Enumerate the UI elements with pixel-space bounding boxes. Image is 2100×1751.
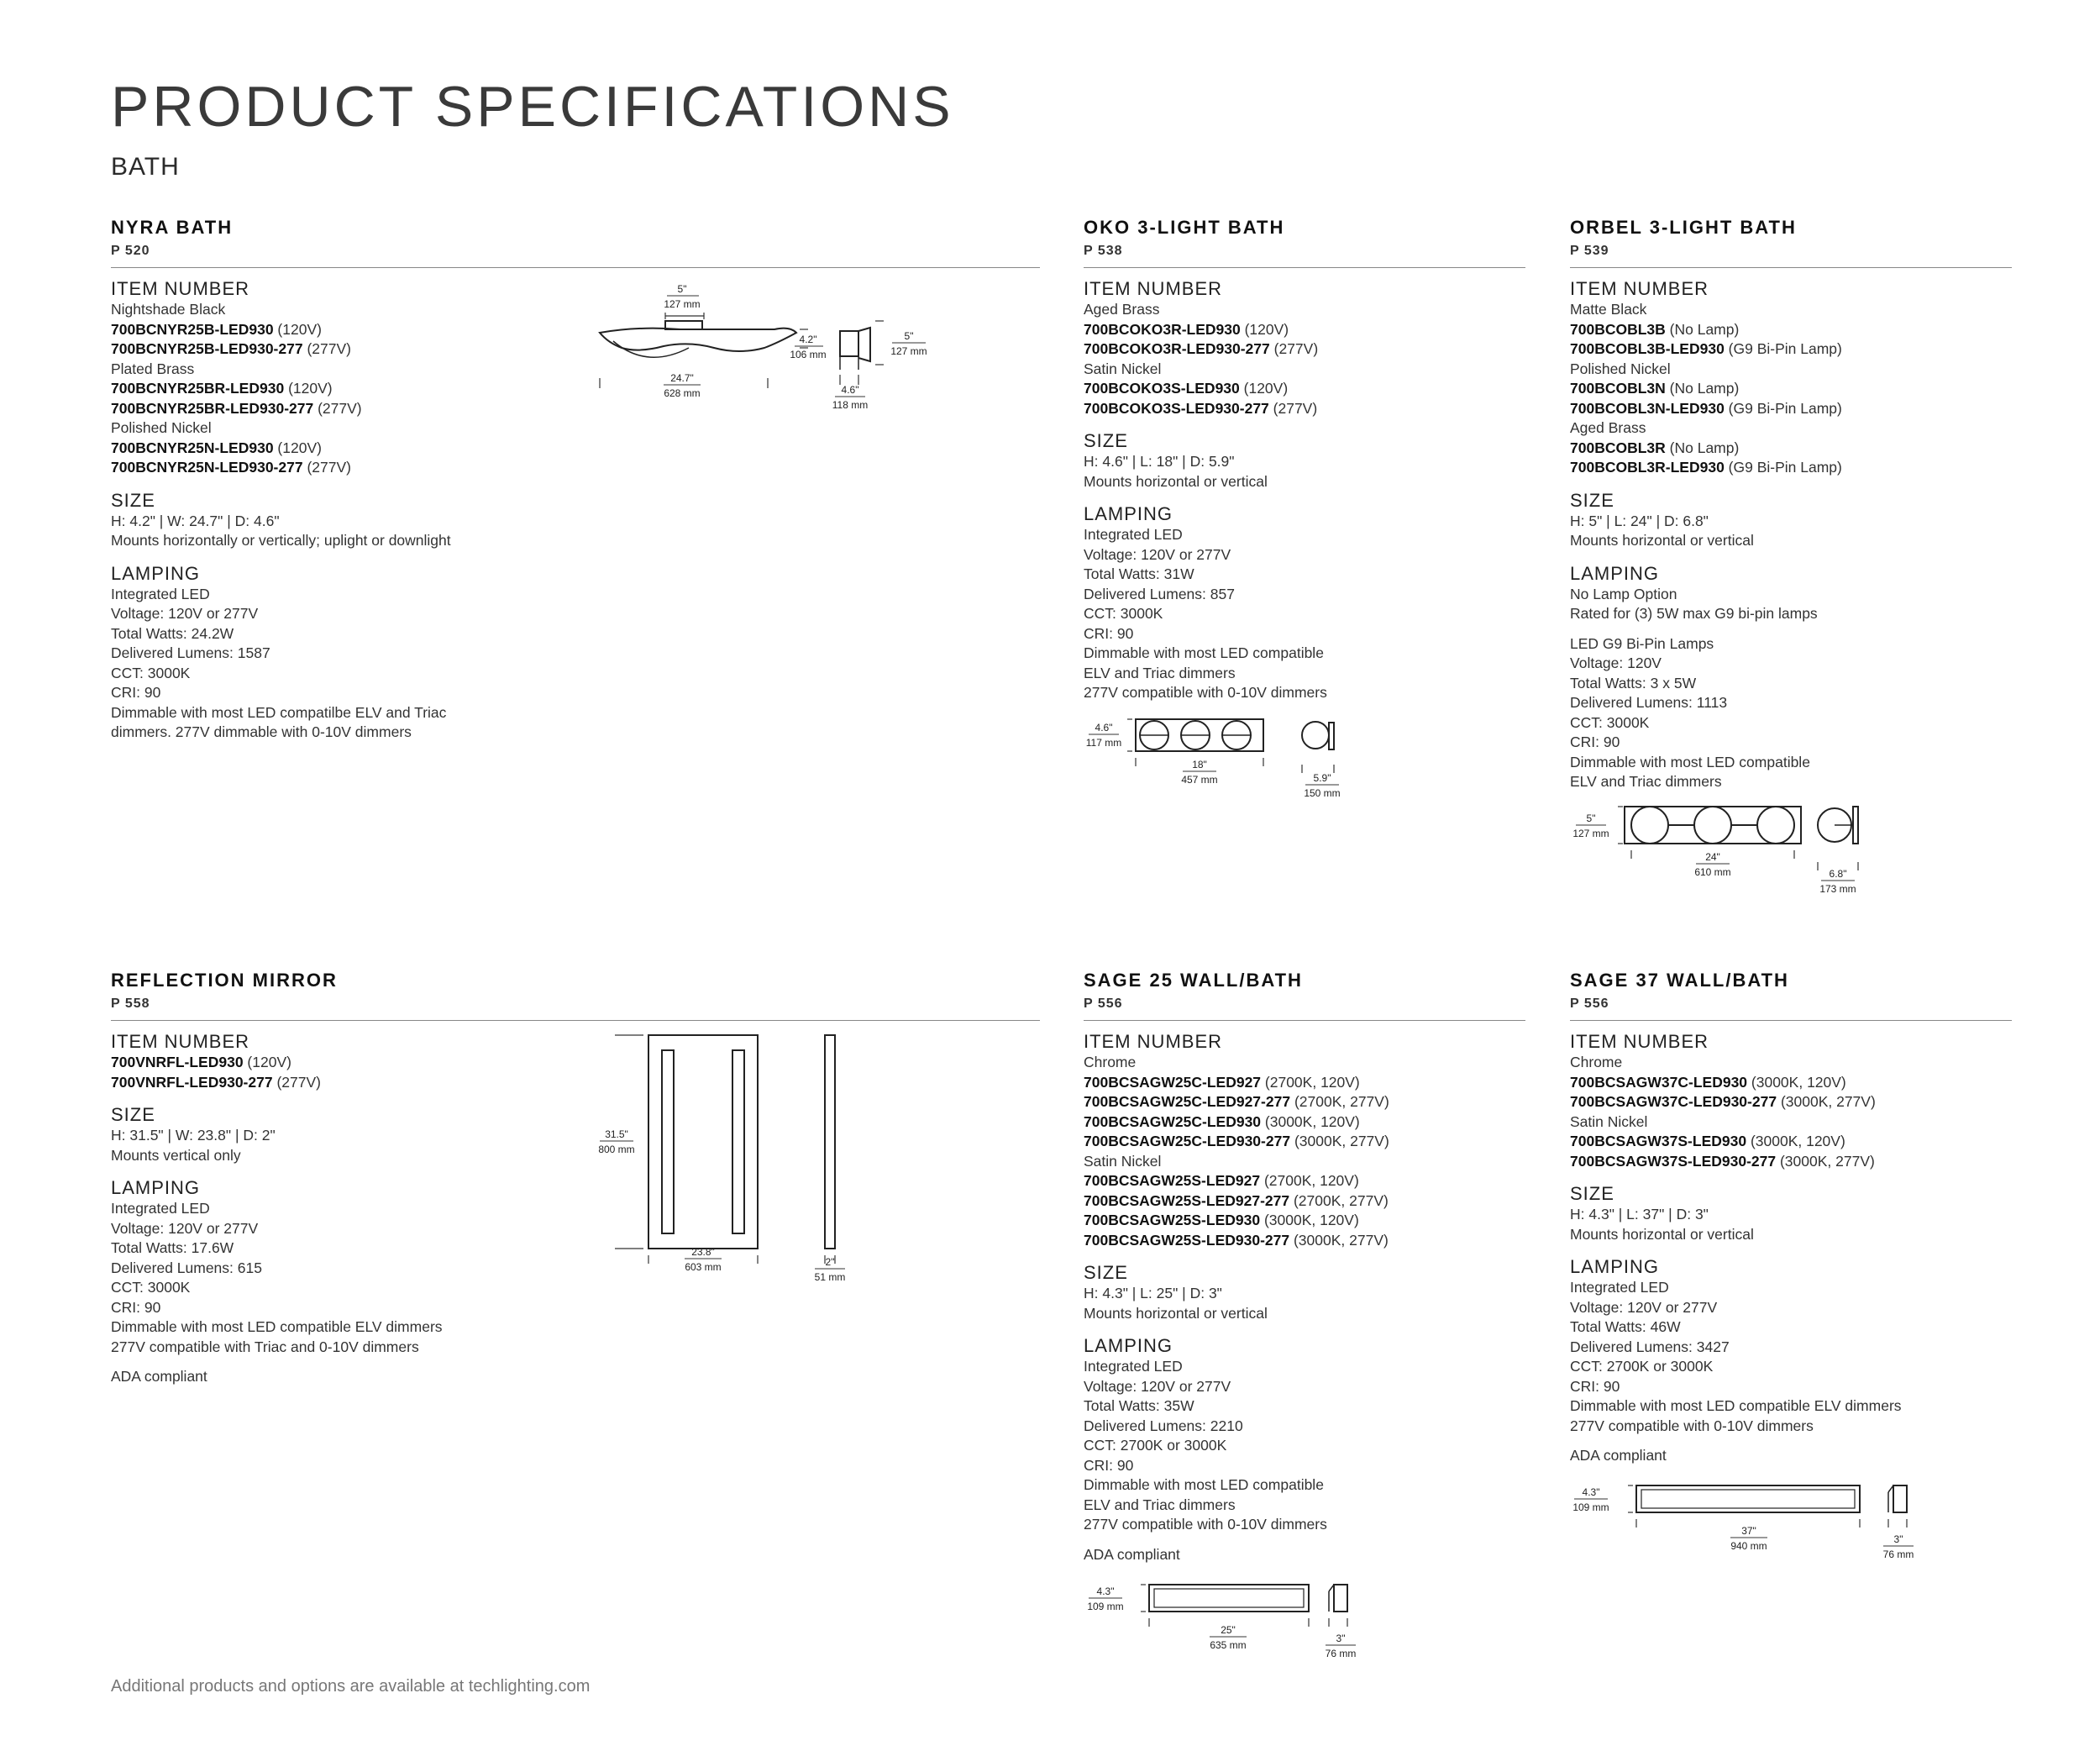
- lamping-heading: LAMPING: [1570, 562, 1660, 584]
- finish-label: Plated Brass: [111, 360, 195, 377]
- sku-note: (120V): [1240, 320, 1289, 338]
- lamping-heading: LAMPING: [1084, 503, 1173, 524]
- sku-row: [111, 458, 1040, 478]
- sku-row: [1570, 1152, 2012, 1172]
- sku-row: [1084, 1191, 1525, 1212]
- lamping-line: ELV and Triac dimmers: [1570, 773, 1722, 790]
- sku-note: (120V): [1239, 380, 1289, 397]
- lamping-line: 277V compatible with 0-10V dimmers: [1084, 684, 1327, 701]
- sku-note: (3000K, 120V): [1747, 1073, 1846, 1091]
- product-card-reflection: [111, 970, 1040, 1387]
- sku-code: 700VNRFL-LED930: [111, 1054, 244, 1070]
- item-number-heading: ITEM NUMBER: [1570, 278, 1709, 299]
- size-line: Mounts horizontal or vertical: [1570, 1225, 1754, 1243]
- sku-code: 700VNRFL-LED930-277: [111, 1073, 273, 1091]
- sage37-dim-h-mm: 109 mm: [1572, 1501, 1609, 1513]
- lamping-line: Dimmable with most LED compatible: [1084, 1476, 1324, 1493]
- lamping-line: Integrated LED: [111, 1200, 210, 1217]
- sku-note: (120V): [243, 1054, 291, 1070]
- sku-note: (277V): [272, 1073, 321, 1091]
- sku-code: 700BCOBL3B-LED930: [1570, 340, 1725, 357]
- sku-code: 700BCSAGW25S-LED930-277: [1084, 1231, 1290, 1249]
- sage37-dim-l-in: 37": [1741, 1525, 1756, 1537]
- lamping-line: Voltage: 120V or 277V: [1084, 545, 1231, 563]
- product-title: REFLECTION MIRROR: [111, 970, 338, 991]
- sku-row: [1084, 1231, 1525, 1251]
- sku-row: [1570, 379, 2012, 399]
- nyra-dim-d-in: 4.6": [841, 384, 859, 396]
- sku-code: 700BCOBL3R-LED930: [1570, 459, 1725, 476]
- reflection-dim-d-mm: 51 mm: [814, 1271, 846, 1283]
- sku-code: 700BCNYR25B-LED930-277: [111, 340, 303, 357]
- item-number-heading: ITEM NUMBER: [1084, 1031, 1222, 1052]
- lamping-line: Dimmable with most LED compatible ELV dimmers: [1570, 1397, 1902, 1414]
- sku-note: (277V): [1268, 399, 1318, 417]
- size-line: H: 4.2" | W: 24.7" | D: 4.6": [111, 512, 280, 529]
- lamping-line: ELV and Triac dimmers: [1084, 664, 1236, 681]
- lamping-line: ELV and Triac dimmers: [1084, 1496, 1236, 1513]
- size-line: H: 5" | L: 24" | D: 6.8": [1570, 512, 1709, 529]
- section-divider: [1570, 1020, 2012, 1021]
- oko-dim-h-mm: 117 mm: [1085, 737, 1122, 749]
- lamping-line: Total Watts: 24.2W: [111, 624, 234, 642]
- lamping-line: CCT: 3000K: [111, 664, 191, 681]
- sku-note: (2700K, 120V): [1260, 1172, 1359, 1189]
- lamping-line: Rated for (3) 5W max G9 bi-pin lamps: [1570, 605, 1818, 622]
- lamping-line: CCT: 3000K: [1084, 605, 1163, 622]
- sage25-dim-d-in: 3": [1336, 1633, 1346, 1644]
- lamping-line: Dimmable with most LED compatible ELV dimmers: [111, 1318, 443, 1335]
- sku-note: (2700K, 277V): [1290, 1093, 1389, 1110]
- sku-code: 700BCSAGW25C-LED927-277: [1084, 1093, 1291, 1110]
- sku-note: (3000K, 277V): [1776, 1152, 1875, 1170]
- size-line: H: 4.3" | L: 37" | D: 3": [1570, 1206, 1709, 1223]
- size-heading: SIZE: [1084, 430, 1128, 451]
- sku-row: [1570, 399, 2012, 419]
- lamping-line: Delivered Lumens: 615: [111, 1259, 262, 1276]
- sku-row: [1084, 339, 1525, 360]
- sku-row: [1570, 320, 2012, 340]
- lamping-line: Delivered Lumens: 1113: [1570, 694, 1728, 711]
- page-subtitle: BATH: [111, 153, 180, 181]
- product-title: SAGE 25 WALL/BATH: [1084, 970, 1303, 991]
- orbel-dim-l-mm: 610 mm: [1694, 866, 1731, 878]
- sku-code: 700BCOKO3R-LED930: [1084, 320, 1241, 338]
- lamping-line: Total Watts: 17.6W: [111, 1239, 234, 1256]
- sku-code: 700BCSAGW25S-LED927-277: [1084, 1191, 1290, 1209]
- product-page-ref: P 539: [1570, 244, 1609, 258]
- product-page-ref: P 520: [111, 244, 150, 258]
- lamping-line: CRI: 90: [1084, 624, 1134, 642]
- sku-code: 700BCNYR25N-LED930: [111, 439, 274, 456]
- lamping-heading: LAMPING: [111, 562, 201, 584]
- lamping-line: CCT: 3000K: [111, 1279, 191, 1296]
- product-page-ref: P 556: [1084, 996, 1123, 1011]
- lamping-line: CCT: 2700K or 3000K: [1570, 1358, 1714, 1375]
- product-card-sage37: [1570, 970, 2012, 1466]
- lamping-heading: LAMPING: [1570, 1256, 1660, 1277]
- lamping-line: LED G9 Bi-Pin Lamps: [1570, 634, 1714, 652]
- sku-code: 700BCOBL3B: [1570, 320, 1666, 338]
- sku-row: [1084, 1112, 1525, 1133]
- size-line: Mounts horizontally or vertically; uplight or downlight: [111, 532, 451, 549]
- finish-label: Aged Brass: [1570, 419, 1646, 436]
- size-heading: SIZE: [1570, 489, 1614, 511]
- sku-row: [1570, 458, 2012, 478]
- reflection-dim-w-mm: 603 mm: [685, 1261, 722, 1273]
- sage25-dim-h-in: 4.3": [1096, 1585, 1115, 1597]
- lamping-line: Voltage: 120V or 277V: [1084, 1377, 1231, 1395]
- finish-label: Aged Brass: [1084, 301, 1160, 318]
- sku-row: [1084, 399, 1525, 419]
- oko-dim-l-mm: 457 mm: [1181, 774, 1218, 786]
- product-card-orbel: [1570, 217, 2012, 792]
- sku-row: [111, 1053, 1040, 1073]
- sku-row: [1084, 1073, 1525, 1093]
- sku-note: (No Lamp): [1665, 380, 1740, 397]
- nyra-dim-d-mm: 118 mm: [832, 399, 869, 411]
- product-page-ref: P 558: [111, 996, 150, 1011]
- product-title: SAGE 37 WALL/BATH: [1570, 970, 1789, 991]
- sku-note: (3000K, 277V): [1289, 1231, 1389, 1249]
- reflection-dim-d-in: 2": [825, 1256, 835, 1268]
- lamping-line: CRI: 90: [1570, 734, 1620, 750]
- sku-note: (G9 Bi-Pin Lamp): [1724, 459, 1842, 476]
- item-number-heading: ITEM NUMBER: [111, 278, 249, 299]
- ada-compliant-note: ADA compliant: [1570, 1447, 1667, 1464]
- section-divider: [1084, 267, 1525, 268]
- sku-note: (No Lamp): [1665, 439, 1740, 456]
- lamping-line: CRI: 90: [1570, 1377, 1620, 1395]
- spacer: [1570, 624, 2012, 634]
- orbel-dim-d-mm: 173 mm: [1819, 883, 1856, 895]
- sku-code: 700BCSAGW37C-LED930-277: [1570, 1093, 1777, 1110]
- sku-code: 700BCOBL3N-LED930: [1570, 399, 1725, 417]
- lamping-line: Voltage: 120V: [1570, 655, 1662, 671]
- sku-note: (2700K, 277V): [1289, 1191, 1389, 1209]
- sage37-dim-l-mm: 940 mm: [1730, 1540, 1767, 1552]
- sku-row: [1570, 439, 2012, 459]
- lamping-line: Dimmable with most LED compatible: [1084, 644, 1324, 661]
- sku-row: [1570, 1073, 2012, 1093]
- lamping-line: CCT: 3000K: [1570, 713, 1650, 731]
- spacer: [1084, 1535, 1525, 1545]
- lamping-line: Integrated LED: [111, 585, 210, 602]
- orbel-dim-h-mm: 127 mm: [1572, 828, 1609, 839]
- lamping-line: Delivered Lumens: 1587: [111, 644, 270, 661]
- spacer: [111, 1357, 1040, 1367]
- sku-code: 700BCSAGW25C-LED930-277: [1084, 1133, 1291, 1149]
- orbel-dim-h-in: 5": [1586, 812, 1596, 824]
- sage25-dim-l-in: 25": [1221, 1624, 1236, 1636]
- sku-note: (2700K, 120V): [1261, 1073, 1360, 1091]
- section-divider: [1570, 267, 2012, 268]
- product-card-sage25: [1084, 970, 1525, 1564]
- sku-row: [1570, 339, 2012, 360]
- sku-code: 700BCNYR25B-LED930: [111, 320, 274, 338]
- size-line: Mounts vertical only: [111, 1146, 241, 1164]
- product-title: OKO 3-LIGHT BATH: [1084, 217, 1285, 238]
- sage25-dim-d-mm: 76 mm: [1325, 1648, 1357, 1659]
- lamping-line: Total Watts: 3 x 5W: [1570, 674, 1697, 691]
- sku-note: (277V): [302, 340, 351, 357]
- sku-row: [1084, 1211, 1525, 1231]
- size-heading: SIZE: [1570, 1183, 1614, 1204]
- lamping-line: Integrated LED: [1570, 1279, 1669, 1296]
- sku-code: 700BCNYR25N-LED930-277: [111, 459, 303, 476]
- sage37-dimension-drawing: [1564, 1479, 1917, 1575]
- finish-label: Polished Nickel: [1570, 360, 1671, 377]
- item-number-heading: ITEM NUMBER: [1570, 1031, 1709, 1052]
- sku-code: 700BCOKO3S-LED930-277: [1084, 399, 1269, 417]
- lamping-line: CRI: 90: [111, 684, 161, 701]
- sku-code: 700BCSAGW37C-LED930: [1570, 1073, 1748, 1091]
- sku-code: 700BCOBL3R: [1570, 439, 1666, 456]
- section-divider: [1084, 1020, 1525, 1021]
- lamping-line: 277V compatible with 0-10V dimmers: [1084, 1516, 1327, 1533]
- product-page-ref: P 556: [1570, 996, 1609, 1011]
- finish-label: Nightshade Black: [111, 301, 226, 318]
- lamping-heading: LAMPING: [1084, 1335, 1173, 1356]
- item-number-heading: ITEM NUMBER: [111, 1031, 249, 1052]
- sku-row: [1084, 320, 1525, 340]
- sage25-dim-h-mm: 109 mm: [1087, 1601, 1124, 1612]
- finish-label: Polished Nickel: [111, 419, 212, 436]
- lamping-line: Voltage: 120V or 277V: [111, 605, 259, 622]
- ada-compliant-note: ADA compliant: [111, 1368, 207, 1385]
- sku-note: (3000K, 277V): [1290, 1133, 1389, 1149]
- footer-note: Additional products and options are available at techlighting.com: [111, 1677, 591, 1696]
- product-title: NYRA BATH: [111, 217, 234, 238]
- finish-label: Chrome: [1570, 1054, 1623, 1070]
- finish-label: Satin Nickel: [1084, 1152, 1162, 1170]
- lamping-line: Voltage: 120V or 277V: [1570, 1298, 1718, 1316]
- size-line: Mounts horizontal or vertical: [1570, 532, 1754, 549]
- orbel-dimension-drawing: [1566, 802, 1885, 907]
- lamping-line: Delivered Lumens: 3427: [1570, 1338, 1730, 1355]
- product-page-ref: P 538: [1084, 244, 1123, 258]
- nyra-dim-top-mm: 127 mm: [664, 298, 701, 310]
- lamping-line: Integrated LED: [1084, 1358, 1183, 1375]
- nyra-dim-side-mm: 127 mm: [890, 345, 927, 357]
- section-divider: [111, 267, 1040, 268]
- sku-note: (G9 Bi-Pin Lamp): [1724, 399, 1842, 417]
- sku-code: 700BCSAGW25S-LED927: [1084, 1172, 1261, 1189]
- sku-code: 700BCSAGW25C-LED927: [1084, 1073, 1262, 1091]
- sku-row: [1570, 1092, 2012, 1112]
- nyra-dim-h-in: 4.2": [799, 334, 817, 345]
- page-title: PRODUCT SPECIFICATIONS: [111, 75, 954, 139]
- sage37-dim-h-in: 4.3": [1582, 1486, 1600, 1498]
- reflection-dim-w-in: 23.8": [691, 1246, 715, 1258]
- size-heading: SIZE: [111, 1104, 155, 1125]
- sage25-dimension-drawing: [1079, 1580, 1381, 1676]
- lamping-line: No Lamp Option: [1570, 585, 1677, 602]
- lamping-heading: LAMPING: [111, 1177, 201, 1198]
- oko-dim-h-in: 4.6": [1095, 722, 1113, 734]
- sku-code: 700BCSAGW25C-LED930: [1084, 1112, 1262, 1130]
- sku-row: [1570, 1132, 2012, 1152]
- oko-dim-l-in: 18": [1192, 759, 1207, 770]
- reflection-dimension-drawing: [588, 1027, 874, 1300]
- sku-note: (G9 Bi-Pin Lamp): [1724, 340, 1842, 357]
- section-divider: [111, 1020, 1040, 1021]
- sku-note: (No Lamp): [1665, 320, 1740, 338]
- sku-code: 700BCNYR25BR-LED930-277: [111, 399, 314, 417]
- size-line: H: 4.6" | L: 18" | D: 5.9": [1084, 453, 1235, 470]
- sku-note: (3000K, 120V): [1261, 1112, 1360, 1130]
- nyra-dim-h-mm: 106 mm: [790, 349, 827, 360]
- orbel-dim-d-in: 6.8": [1829, 868, 1847, 880]
- oko-dim-d-mm: 150 mm: [1304, 787, 1341, 799]
- nyra-dim-top-in: 5": [677, 283, 687, 295]
- lamping-line: Total Watts: 46W: [1570, 1318, 1681, 1335]
- product-title: ORBEL 3-LIGHT BATH: [1570, 217, 1797, 238]
- lamping-line: Total Watts: 31W: [1084, 565, 1194, 582]
- sku-row: [111, 1073, 1040, 1093]
- orbel-dim-l-in: 24": [1705, 851, 1720, 863]
- lamping-line: Delivered Lumens: 2210: [1084, 1417, 1243, 1434]
- sku-code: 700BCOBL3N: [1570, 380, 1666, 397]
- product-card-oko: [1084, 217, 1525, 703]
- sage37-dim-d-in: 3": [1893, 1533, 1903, 1545]
- nyra-dim-w-in: 24.7": [670, 372, 694, 384]
- sku-code: 700BCSAGW37S-LED930-277: [1570, 1152, 1777, 1170]
- lamping-line: CCT: 2700K or 3000K: [1084, 1437, 1227, 1454]
- sage37-dim-d-mm: 76 mm: [1882, 1549, 1914, 1560]
- lamping-line: dimmers. 277V dimmable with 0-10V dimmers: [111, 723, 412, 740]
- size-line: Mounts horizontal or vertical: [1084, 472, 1268, 490]
- sku-row: [1084, 1132, 1525, 1152]
- finish-label: Satin Nickel: [1084, 360, 1162, 377]
- sku-code: 700BCSAGW25S-LED930: [1084, 1212, 1261, 1228]
- sku-note: (3000K, 120V): [1260, 1212, 1359, 1228]
- oko-dimension-drawing: [1080, 711, 1383, 807]
- lamping-line: Voltage: 120V or 277V: [111, 1219, 259, 1237]
- sku-note: (277V): [302, 459, 351, 476]
- lamping-line: Delivered Lumens: 857: [1084, 585, 1235, 602]
- nyra-dim-side-in: 5": [904, 330, 914, 342]
- sku-row: [1084, 379, 1525, 399]
- size-line: H: 4.3" | L: 25" | D: 3": [1084, 1285, 1222, 1301]
- nyra-dim-w-mm: 628 mm: [664, 387, 701, 399]
- sku-row: [1084, 1092, 1525, 1112]
- sku-note: (120V): [273, 320, 322, 338]
- size-line: Mounts horizontal or vertical: [1084, 1304, 1268, 1322]
- item-number-heading: ITEM NUMBER: [1084, 278, 1222, 299]
- sku-code: 700BCOKO3S-LED930: [1084, 380, 1240, 397]
- lamping-line: Dimmable with most LED compatible: [1570, 753, 1810, 770]
- nyra-dimension-drawing: [588, 277, 941, 424]
- lamping-line: 277V compatible with 0-10V dimmers: [1570, 1417, 1814, 1434]
- size-heading: SIZE: [111, 489, 155, 511]
- lamping-line: Integrated LED: [1084, 526, 1183, 543]
- sku-code: 700BCSAGW37S-LED930: [1570, 1133, 1747, 1149]
- reflection-dim-h-in: 31.5": [605, 1128, 628, 1140]
- sku-note: (277V): [1269, 340, 1319, 357]
- finish-label: Satin Nickel: [1570, 1112, 1648, 1130]
- sku-code: 700BCNYR25BR-LED930: [111, 380, 285, 397]
- lamping-line: 277V compatible with Triac and 0-10V dimmers: [111, 1338, 419, 1355]
- sku-row: [111, 439, 1040, 459]
- sku-note: (277V): [313, 399, 362, 417]
- sku-row: [1084, 1171, 1525, 1191]
- ada-compliant-note: ADA compliant: [1084, 1545, 1180, 1563]
- lamping-line: Dimmable with most LED compatilbe ELV and Triac: [111, 703, 447, 721]
- lamping-line: CRI: 90: [111, 1298, 161, 1316]
- finish-label: Matte Black: [1570, 301, 1647, 318]
- size-heading: SIZE: [1084, 1262, 1128, 1283]
- size-line: H: 31.5" | W: 23.8" | D: 2": [111, 1127, 276, 1144]
- sku-code: 700BCOKO3R-LED930-277: [1084, 340, 1270, 357]
- sku-note: (3000K, 120V): [1746, 1133, 1845, 1149]
- finish-label: Chrome: [1084, 1054, 1137, 1070]
- sku-note: (120V): [273, 439, 322, 456]
- lamping-line: CRI: 90: [1084, 1456, 1134, 1474]
- oko-dim-d-in: 5.9": [1313, 772, 1331, 784]
- sku-note: (120V): [284, 380, 333, 397]
- spacer: [1570, 1436, 2012, 1446]
- sage25-dim-l-mm: 635 mm: [1210, 1639, 1247, 1651]
- lamping-line: Total Watts: 35W: [1084, 1397, 1194, 1414]
- reflection-dim-h-mm: 800 mm: [598, 1144, 635, 1155]
- sku-note: (3000K, 277V): [1777, 1093, 1876, 1110]
